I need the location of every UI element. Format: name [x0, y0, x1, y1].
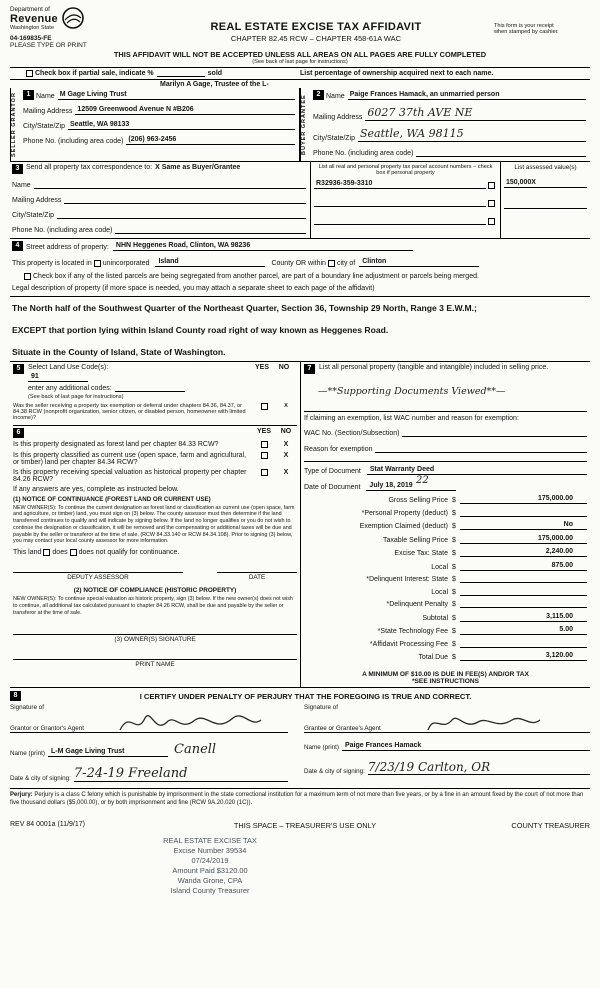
money-label-1: *Personal Property (deduct)	[361, 509, 448, 517]
notice1-body: NEW OWNER(S): To continue the current designation as forest land or classification as current use (open space, farm and agriculture, or timber) land, you must sign on (3) below. The county assessor must then determine if the land transferred continues to qualify and will indicate by signing below. If the land no longer qualifies or you do not wish to continue the designation or classification, it will be removed and the compensating or additional taxes will be due and payable by the seller or transferor at the time of sale. (RCW 84.33.140 or RCW 84.34.108). Prior to signing (3) below, you may contact your local county assessor for more information.	[13, 504, 295, 545]
buyer-name-field[interactable]: Paige Frances Hamack, an unmarried person	[348, 91, 586, 100]
money-field-12[interactable]: 3,120.00	[460, 652, 587, 661]
minimum-due-note: A MINIMUM OF $10.00 IS DUE IN FEE(S) AND/OR TAX	[362, 671, 529, 679]
dollar-sign: $	[452, 654, 456, 662]
exemption-claim-label: If claiming an exemption, list WAC number and reason for exemption:	[304, 414, 519, 422]
qualify-does-label: does	[52, 549, 68, 557]
s6-question-1: Is this property designated as forest land per chapter 84.33 RCW?	[13, 440, 219, 448]
parcel-number-field-2[interactable]	[314, 198, 486, 207]
county-or-label: County OR within	[271, 260, 326, 267]
notice2-title: (2) NOTICE OF COMPLIANCE (HISTORIC PROPERTY)	[73, 587, 237, 595]
s3-address-label: Mailing Address	[12, 197, 62, 204]
dollar-sign: $	[452, 614, 456, 622]
money-field-1[interactable]	[460, 509, 587, 517]
notice2-body: NEW OWNER(S): To continue special valuation as historic property, sign (3) below. If the new owner(s) does not wish to continue, all additional tax calculated pursuant to chapter 84.26 RCW, shall be due and payable by the seller or transferor at the time of sale.	[13, 596, 293, 616]
doc-date-field[interactable]: July 18, 2019	[366, 482, 456, 491]
land-use-field[interactable]: 91	[28, 373, 88, 382]
form-subtitle: CHAPTER 82.45 RCW – CHAPTER 458-61A WAC	[230, 34, 402, 43]
reason-field[interactable]	[375, 445, 587, 453]
header	[10, 5, 590, 49]
money-field-8[interactable]	[460, 600, 587, 608]
section4	[10, 239, 590, 297]
money-field-6[interactable]	[460, 575, 587, 583]
buyer-city-label: City/State/Zip	[313, 135, 356, 142]
deputy-date-label: DATE	[217, 572, 297, 581]
legal-para2: EXCEPT that portion lying within Island County road right of way known as Heggenes Road.	[12, 324, 389, 335]
parcel-personal-checkbox-3[interactable]	[488, 218, 495, 225]
qualify-pre: This land	[13, 549, 42, 557]
s6-q1-no-mark[interactable]: X	[283, 440, 289, 448]
money-field-10[interactable]: 5.00	[460, 626, 587, 635]
buyer-block	[300, 88, 590, 161]
segregated-label: Check box if any of the listed parcels are being segregated from another parcel, are part of a boundary line adjustment or parcels being merged.	[33, 273, 479, 280]
parcel-personal-checkbox-2[interactable]	[488, 200, 495, 207]
money-field-2[interactable]: No	[460, 521, 587, 530]
section7-badge: 7	[304, 364, 315, 374]
s5-yes-header: YES	[254, 363, 269, 371]
money-field-11[interactable]	[460, 640, 587, 648]
unincorporated-checkbox[interactable]	[94, 260, 101, 267]
s3-phone-field[interactable]	[115, 225, 306, 234]
parcel-personal-checkbox-1[interactable]	[488, 182, 495, 189]
owners-signature-label: (3) OWNER(S) SIGNATURE	[13, 634, 297, 643]
dollar-sign: $	[452, 523, 456, 531]
money-label-12: Total Due	[418, 654, 448, 662]
typed-name-overflow: Marilyn A Gage, Trustee of the L-	[160, 81, 269, 88]
certify-statement: I CERTIFY UNDER PENALTY OF PERJURY THAT THE FOREGOING IS TRUE AND CORRECT.	[139, 691, 472, 701]
sold-label: sold	[207, 70, 223, 77]
money-field-9[interactable]: 3,115.00	[460, 613, 587, 622]
perjury-notice	[10, 788, 590, 807]
s3-city-field[interactable]	[57, 210, 306, 219]
money-label-11: *Affidavit Processing Fee	[369, 640, 448, 648]
legal-para1: The North half of the Southwest Quarter of the Northeast Quarter, Section 36, Township 29 North, Range 3 E.W.M.;	[12, 303, 477, 313]
s5-see-back: (See back of last page for instructions)	[28, 393, 124, 400]
section3-badge: 3	[12, 164, 23, 174]
city-checkbox[interactable]	[328, 260, 335, 267]
stamp-line3: 07/24/2019	[191, 856, 229, 866]
additional-codes-label: enter any additional codes:	[28, 384, 112, 392]
buyer-city-field[interactable]: Seattle, WA 98115	[358, 127, 586, 142]
s5-no-header: NO	[278, 363, 290, 371]
buyer-name-label: Name	[326, 93, 345, 100]
qualify-does-checkbox[interactable]	[43, 549, 50, 556]
s3-phone-label: Phone No. (including area code)	[12, 227, 113, 234]
dollar-sign: $	[452, 536, 456, 544]
partial-sale-checkbox[interactable]	[26, 70, 33, 77]
deputy-assessor-label: DEPUTY ASSESSOR	[13, 572, 183, 581]
section4-badge: 4	[12, 241, 23, 251]
grantor-sig-label-1: Signature of	[10, 704, 44, 712]
parties-section	[10, 88, 590, 162]
revenue-swirl-icon	[60, 5, 86, 31]
money-label-4: Excise Tax: State	[394, 550, 448, 558]
seller-address-field[interactable]: 12509 Greenwood Avenue N #B206	[75, 106, 295, 115]
perjury-lead: Perjury:	[10, 792, 33, 799]
money-label-3: Taxable Selling Price	[383, 536, 448, 544]
qualify-doesnot-label: does not qualify for continuance.	[78, 549, 180, 557]
seller-phone-label: Phone No. (including area code)	[23, 138, 124, 145]
section3	[10, 162, 590, 239]
city-field[interactable]: Clinton	[359, 258, 479, 267]
land-use-label: Select Land Use Code(s):	[28, 363, 109, 371]
s6-no-header: NO	[280, 427, 292, 435]
grantee-signature	[424, 710, 544, 736]
s6-q2-no-mark[interactable]: X	[283, 451, 289, 459]
grantee-date-city-label: Date & city of signing:	[304, 768, 365, 776]
seller-block	[10, 88, 300, 161]
grantee-sig-label-1: Signature of	[304, 704, 338, 712]
receipt-note-1: This form is your receipt	[494, 23, 554, 29]
money-label-6: *Delinquent Interest: State	[366, 576, 448, 584]
s3-name-label: Name	[12, 182, 31, 189]
rev-number: REV 84 0001a (11/9/17)	[10, 821, 85, 829]
s5-exemption-question-row	[13, 403, 297, 421]
county-treasurer-label: COUNTY TREASURER	[511, 821, 590, 831]
stamp-line1: REAL ESTATE EXCISE TAX	[163, 836, 257, 846]
parcel-number-field[interactable]: R32936-359-3310	[314, 180, 486, 189]
s6-question-row-3	[13, 469, 297, 483]
dollar-sign: $	[452, 588, 456, 596]
reason-label: Reason for exemption	[304, 445, 373, 453]
grantee-name-print-label: Name (print)	[304, 744, 339, 752]
dollar-sign: $	[452, 601, 456, 609]
s6-q2-yes-checkbox[interactable]	[261, 452, 268, 459]
s3-name-field[interactable]	[34, 180, 306, 189]
perjury-text: Perjury is a class C felony which is punishable by imprisonment in the state correctional institution for a maximum term of not more than five years, or by a fine in an amount fixed by the court of not more than five thousand dollars ($5,000.00), or by both imprisonment and fine (RCW 9A.20.020 (1C)).	[10, 792, 584, 807]
grantee-name-field[interactable]: Paige Frances Hamack	[342, 742, 590, 751]
legal-description	[10, 297, 590, 361]
qualify-line	[13, 549, 297, 556]
grantee-sig-label-2: Grantee or Grantee's Agent	[304, 725, 381, 733]
grantor-name-handwritten: Canell	[174, 742, 217, 758]
grantor-date-city-label: Date & city of signing:	[10, 775, 71, 783]
assessed-value-field-2[interactable]	[504, 200, 587, 209]
dollar-sign: $	[452, 550, 456, 558]
s5-yes-checkbox[interactable]	[261, 403, 268, 410]
legal-description-label: Legal description of property (if more space is needed, you may attach a separate sheet to each page of the affidavit)	[12, 285, 375, 292]
buyer-phone-field[interactable]	[416, 148, 586, 157]
dollar-sign: $	[452, 497, 456, 505]
money-field-4[interactable]: 2,240.00	[460, 548, 587, 557]
street-address-label: Street address of property:	[26, 244, 109, 251]
segregated-checkbox[interactable]	[24, 273, 31, 280]
seller-city-field[interactable]: Seattle, WA 98133	[68, 121, 295, 130]
grantor-signature	[115, 708, 265, 738]
seller-name-label: Name	[36, 93, 55, 100]
partial-sale-label: Check box if partial sale, indicate %	[35, 70, 154, 77]
form-title: REAL ESTATE EXCISE TAX AFFIDAVIT	[210, 21, 422, 33]
left-column	[10, 362, 301, 688]
parcel-box	[310, 162, 500, 238]
revenue-logo	[10, 5, 138, 49]
s6-yes-header: YES	[256, 427, 271, 435]
parcel-number-field-3[interactable]	[314, 216, 486, 225]
doc-date-label: Date of Document	[304, 483, 361, 491]
dollar-sign: $	[452, 576, 456, 584]
notice1-title: (1) NOTICE OF CONTINUANCE (FOREST LAND OR CURRENT USE)	[13, 495, 211, 503]
parcel-header: List all real and personal property tax parcel account numbers – check box if personal property	[318, 164, 493, 176]
s6-question-row-1	[13, 441, 297, 449]
grantee-date-city-field[interactable]: 7/23/19 Carlton, OR	[368, 760, 590, 775]
money-label-8: *Delinquent Penalty	[386, 601, 448, 609]
s5-no-mark[interactable]: X	[284, 402, 288, 409]
grantor-name-field[interactable]: L-M Gage Living Trust	[48, 748, 168, 757]
seller-name-field[interactable]: M Gage Living Trust	[58, 91, 295, 100]
dollar-sign: $	[452, 563, 456, 571]
s3-city-label: City/State/Zip	[12, 212, 55, 219]
stamp-line2: Excise Number 39534	[173, 846, 247, 856]
correspondence-label: Send all property tax correspondence to:	[26, 164, 153, 171]
doc-type-field[interactable]: Stat Warranty Deed	[367, 466, 587, 475]
additional-codes-field[interactable]	[115, 391, 185, 392]
buyer-phone-label: Phone No. (including area code)	[313, 150, 414, 157]
seller-address-label: Mailing Address	[23, 108, 73, 115]
s6-question-2: Is this property classified as current use (open space, farm and agricultural, or timber) land per chapter 84.34 RCW?	[13, 451, 247, 466]
seller-side-label: SELLER GRANTOR	[10, 88, 21, 161]
treasurer-space-label: THIS SPACE – TREASURER'S USE ONLY	[233, 821, 377, 831]
s6-q3-yes-checkbox[interactable]	[261, 469, 268, 476]
assessed-header: List assessed value(s)	[514, 164, 577, 171]
stamp-line4: Amount Paid $3120.00	[172, 866, 248, 876]
money-label-10: *State Technology Fee	[377, 628, 448, 636]
money-field-0[interactable]: 175,000.00	[460, 495, 587, 504]
grantor-sig-label-2: Grantor or Grantor's Agent	[10, 725, 85, 733]
doc-date-handwritten-correction: 22	[416, 474, 429, 486]
section6-badge: 6	[13, 428, 24, 438]
see-back-note: (See back of last page for instructions)	[252, 59, 348, 65]
ownership-percent-label: List percentage of ownership acquired next to each name.	[300, 70, 494, 77]
money-label-9: Subtotal	[422, 614, 448, 622]
personal-property-label: List all personal property (tangible and intangible) included in selling price.	[319, 363, 549, 371]
county-field[interactable]: Island	[155, 258, 265, 267]
receipt-note-2: when stamped by cashier.	[494, 29, 559, 35]
s6-q1-yes-checkbox[interactable]	[261, 441, 268, 448]
stamp-line5: Wanda Grone, CPA	[177, 876, 243, 886]
section8	[10, 688, 590, 782]
assessed-value-field[interactable]: 150,000X	[504, 179, 587, 188]
right-column	[301, 362, 590, 688]
mid-columns	[10, 361, 590, 689]
dept-line3: Washington State	[10, 24, 54, 31]
dollar-sign: $	[452, 509, 456, 517]
s6-q3-no-mark[interactable]: X	[283, 468, 289, 476]
form-code: 04-169835-FE	[10, 35, 52, 42]
correspondence-value: X Same as Buyer/Grantee	[155, 164, 241, 171]
grantor-date-city-field[interactable]: 7-24-19 Freeland	[74, 766, 288, 782]
qualify-doesnot-checkbox[interactable]	[70, 549, 77, 556]
money-label-5: Local	[431, 563, 448, 571]
grantor-name-print-label: Name (print)	[10, 750, 45, 758]
money-field-3[interactable]: 175,000.00	[460, 535, 587, 544]
money-label-2: Exemption Claimed (deduct)	[359, 523, 448, 531]
footer-row	[10, 821, 590, 830]
street-address-field[interactable]: NHN Heggenes Road, Clinton, WA 98236	[113, 242, 413, 251]
located-in-label: This property is located in	[12, 260, 92, 267]
section1-badge: 1	[23, 90, 34, 100]
legal-para3: Situate in the County of Island, State of Washington.	[12, 346, 226, 357]
print-name-label: PRINT NAME	[13, 659, 297, 668]
doc-type-label: Type of Document	[304, 467, 361, 475]
type-or-print: PLEASE TYPE OR PRINT	[10, 42, 87, 49]
warning-line: THIS AFFIDAVIT WILL NOT BE ACCEPTED UNLESS ALL AREAS ON ALL PAGES ARE FULLY COMPLETED	[113, 50, 487, 59]
documents-viewed-note: —**Supporting Documents Viewed**—	[318, 385, 506, 397]
money-field-5[interactable]: 875.00	[460, 562, 587, 571]
section7	[304, 364, 587, 374]
exemption-block	[304, 411, 587, 453]
dept-line2: Revenue	[10, 12, 58, 25]
buyer-address-field[interactable]: 6027 37th AVE NE	[365, 106, 586, 121]
treasurer-stamp	[115, 836, 305, 896]
buyer-side-label: BUYER GRANTEE	[300, 88, 311, 161]
wac-field[interactable]	[402, 429, 587, 437]
wac-label: WAC No. (Section/Subsection)	[304, 429, 400, 437]
s6-question-3: Is this property receiving special valuation as historical property per chapter 84.26 RCW?	[13, 468, 247, 483]
seller-city-label: City/State/Zip	[23, 123, 66, 130]
section2-badge: 2	[313, 90, 324, 100]
seller-phone-field[interactable]: (206) 963-2456	[126, 136, 295, 145]
s3-address-field[interactable]	[64, 195, 306, 204]
section5-badge: 5	[13, 364, 24, 374]
assessed-box	[500, 162, 590, 238]
section6	[13, 425, 297, 669]
s6-question-row-2	[13, 452, 297, 466]
stamp-line6: Island County Treasurer	[170, 886, 250, 896]
receipt-note	[494, 5, 590, 49]
dept-line1: Department of	[10, 5, 50, 13]
partial-sale-row	[10, 67, 590, 80]
buyer-address-label: Mailing Address	[313, 114, 363, 121]
see-instructions-note: *SEE INSTRUCTIONS	[411, 678, 480, 686]
s5-exemption-question: Was the seller receiving a property tax exemption or deferral under chapters 84.36, 84.37, or 84.38 RCW (nonprofit organization, senior citizen, or disabled person, homeowner with limited income)?	[13, 402, 246, 421]
dollar-sign: $	[452, 640, 456, 648]
s6-if-yes-note: If any answers are yes, complete as instructed below.	[13, 485, 179, 493]
section8-badge: 8	[10, 691, 21, 701]
section5	[13, 364, 297, 400]
partial-percent-field[interactable]	[157, 76, 205, 77]
money-label-7: Local	[431, 588, 448, 596]
money-label-0: Gross Selling Price	[388, 497, 448, 505]
document-block	[304, 461, 587, 686]
money-field-7[interactable]	[460, 588, 587, 596]
unincorporated-label: unincorporated	[102, 260, 150, 267]
city-of-label: city of	[336, 260, 356, 267]
dollar-sign: $	[452, 628, 456, 636]
